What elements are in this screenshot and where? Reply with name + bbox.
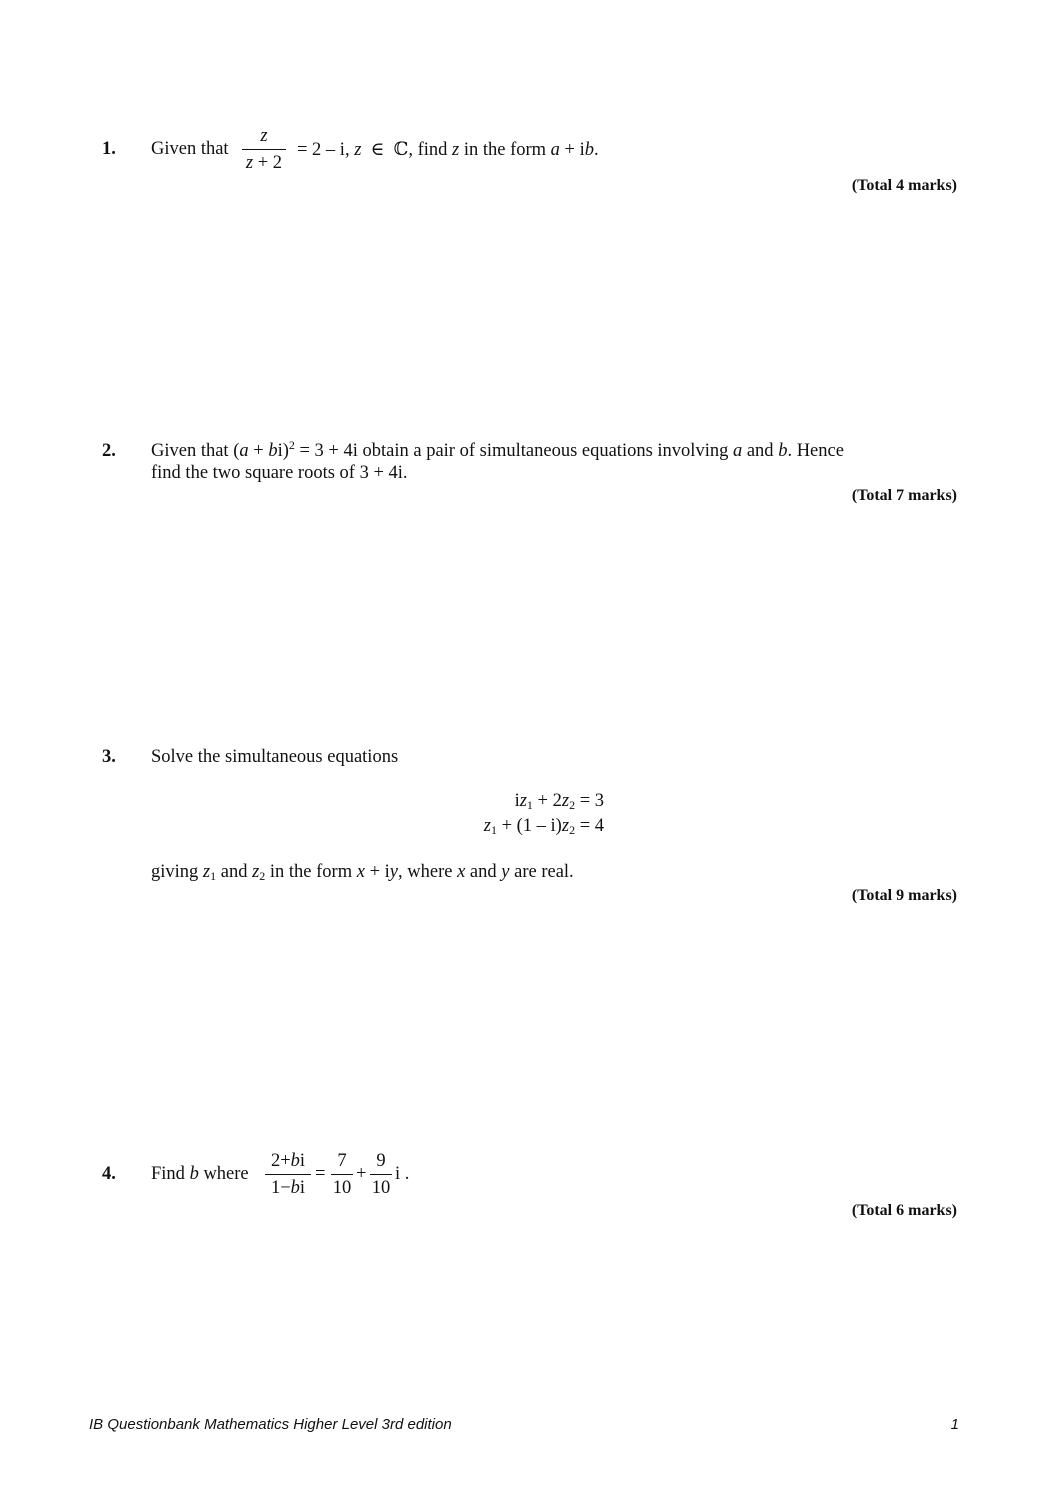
question-2-number: 2.	[102, 441, 116, 461]
question-3-outro-line: giving $z_1$ and $z_2$ in the form x + iy, where x and y are real.	[151, 862, 574, 883]
question-4-number: 4.	[102, 1164, 116, 1184]
question-3-intro: Solve the simultaneous equations	[151, 747, 399, 767]
question-3-marks: (Total 9 marks)	[851, 887, 957, 904]
question-4-tail: i .	[395, 1164, 410, 1184]
question-1-number: 1.	[102, 139, 116, 159]
question-1-fraction: z z + 2	[242, 127, 286, 172]
question-1-marks: (Total 4 marks)	[851, 177, 957, 194]
question-4-fraction-lhs: 2+bi 1−bi	[265, 1152, 311, 1197]
question-4-equals: =	[315, 1164, 326, 1184]
question-4-marks: (Total 6 marks)	[851, 1202, 957, 1219]
question-4-lead: Find b where	[151, 1164, 249, 1184]
question-4-fraction-imag: 9 10	[371, 1151, 391, 1198]
question-4-fraction-real: 7 10	[332, 1151, 352, 1198]
question-1-lead: Given that	[151, 139, 229, 159]
equation-2: $z_1 + (1 - i)z_2 = 4$	[483, 816, 604, 837]
equation-1: $iz_1 + 2z_2 = 3$	[514, 791, 604, 812]
question-1-tail: = 2 – i, z ∈ ℂ, find z in the form a + ib.	[297, 140, 599, 160]
question-4-plus: +	[356, 1164, 367, 1184]
question-2-line-1: Given that (a + bi)$^2$ = 3 + 4i obtain a pair of simultaneous equations involving a and b. Hence	[151, 438, 844, 461]
footer-page-number: 1	[950, 1416, 959, 1433]
question-2-marks: (Total 7 marks)	[851, 487, 957, 504]
footer-source: IB Questionbank Mathematics Higher Level 3rd edition	[89, 1416, 452, 1433]
question-3-number: 3.	[102, 747, 116, 767]
question-2-line-2: find the two square roots of 3 + 4i.	[151, 463, 408, 483]
